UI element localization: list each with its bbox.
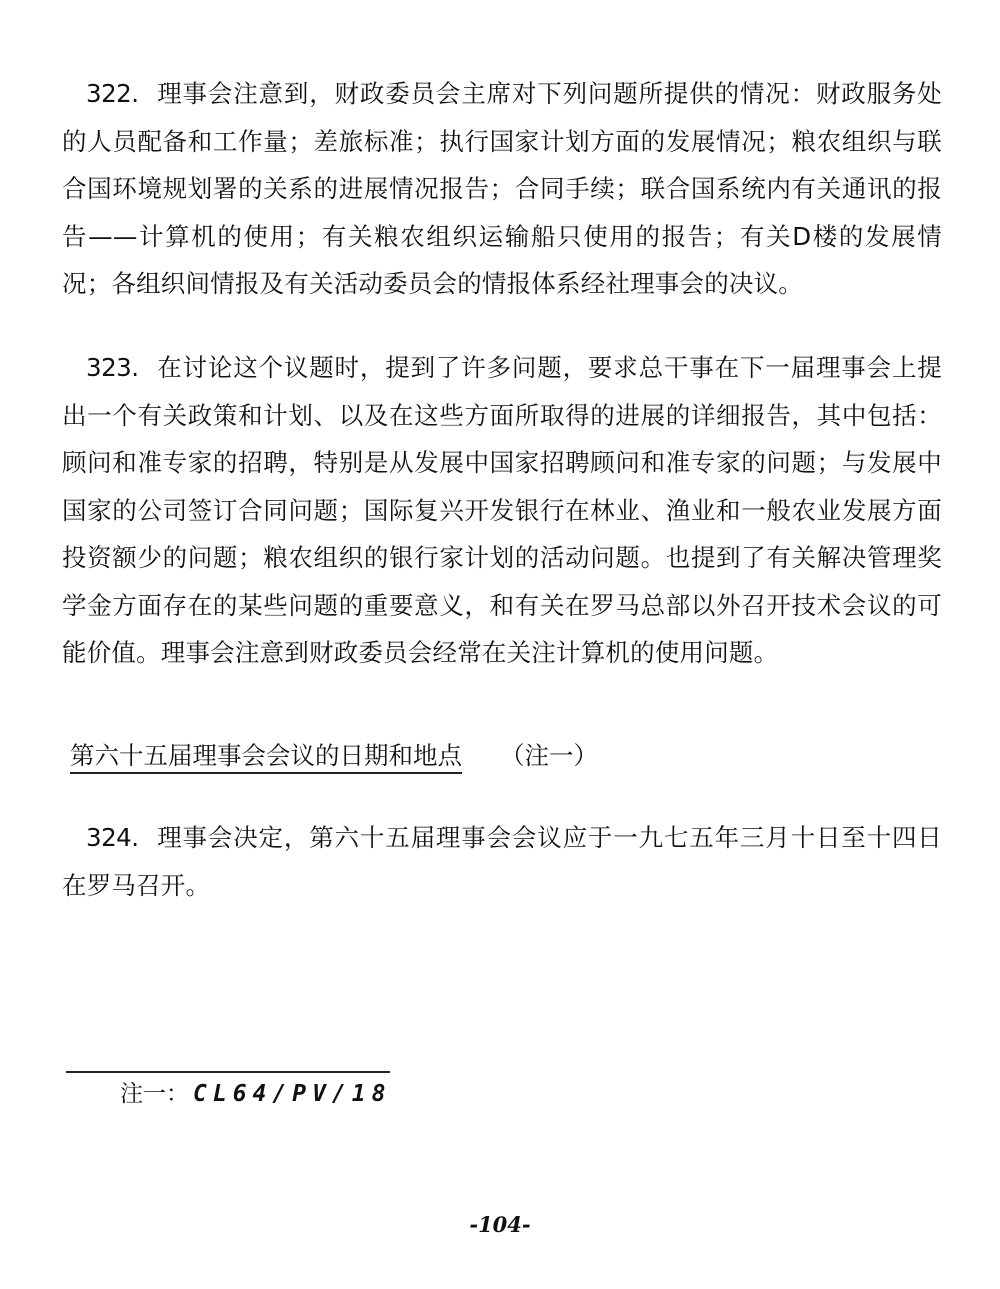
page-number: -104-: [469, 1212, 531, 1237]
paragraph-text: 理事会注意到，财政委员会主席对下列问题所提供的情况：财政服务处的人员配备和工作量；差旅标准；执行国家计划方面的发展情况；粮农组织与联合国环境规划署的关系的进展情况报告；合同手续；联合国系统内有关通讯的报告——计算机的使用；有关粮农组织运输船只使用的报告；有关D楼的发展情况；各组织间情报及有关活动委员会的情报体系经社理事会的决议。: [62, 79, 942, 298]
section-heading-title: 第六十五届理事会会议的日期和地点: [70, 741, 462, 774]
footnote-code: CL64/PV/18: [193, 1081, 392, 1107]
paragraph-text: 理事会决定，第六十五届理事会会议应于一九七五年三月十日至十四日在罗马召开。: [62, 823, 942, 900]
paragraph-number: 323.: [86, 353, 139, 382]
paragraph-324: [62, 814, 942, 909]
footnote-label: 注一：: [120, 1081, 189, 1107]
paragraph-number: 324.: [86, 823, 139, 852]
footnote: [120, 1076, 391, 1112]
footnote-divider: [66, 1071, 390, 1073]
section-heading: [70, 736, 598, 776]
paragraph-322: [62, 70, 942, 308]
paragraph-number: 322.: [86, 79, 139, 108]
footnote-reference: （注一）: [500, 741, 598, 770]
paragraph-323: [62, 344, 942, 677]
paragraph-text: 在讨论这个议题时，提到了许多问题，要求总干事在下一届理事会上提出一个有关政策和计划、以及在这些方面所取得的进展的详细报告，其中包括：顾问和准专家的招聘，特别是从发展中国家招聘顾问和准专家的问题；与发展中国家的公司签订合同问题；国际复兴开发银行在林业、渔业和一般农业发展方面投资额少的问题；粮农组织的银行家计划的活动问题。也提到了有关解决管理奖学金方面存在的某些问题的重要意义，和有关在罗马总部以外召开技术会议的可能价值。理事会注意到财政委员会经常在关注计算机的使用问题。: [62, 353, 942, 667]
